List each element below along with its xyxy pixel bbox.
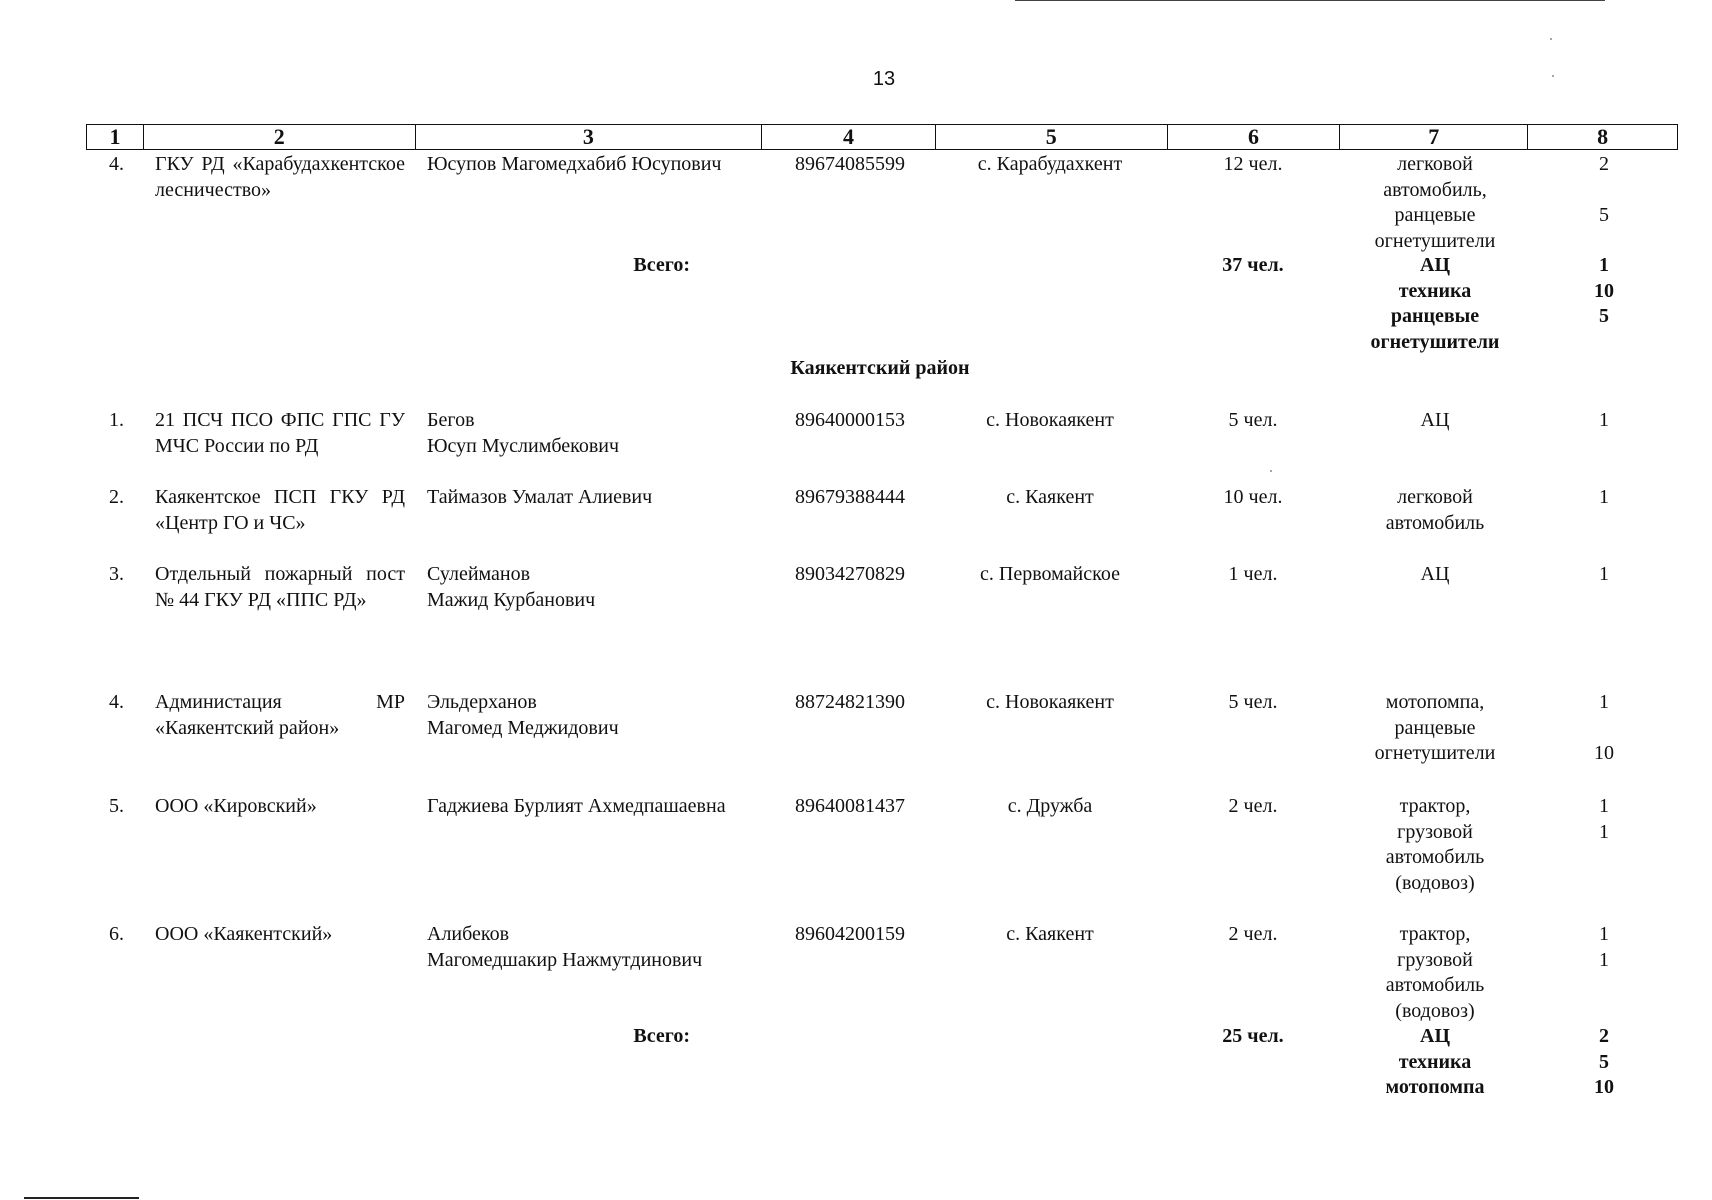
personnel-count: 5 чел.: [1228, 691, 1278, 713]
count-line: [1560, 716, 1648, 742]
equipment: [1340, 922, 1530, 1024]
responsible-person: [427, 922, 752, 973]
row-number: 5.: [109, 795, 124, 817]
total-count: 5: [1599, 1050, 1609, 1073]
equipment-line: АЦ: [1420, 409, 1450, 431]
location: с. Новокаякент: [986, 409, 1114, 431]
equipment-count: [1560, 922, 1648, 973]
count-line: [1560, 178, 1648, 204]
equipment-line: ранцевые: [1394, 204, 1476, 226]
equipment-line: мотопомпа,: [1385, 691, 1485, 713]
location: с. Дружба: [1007, 795, 1093, 817]
person-line: Алибеков: [427, 923, 510, 945]
total-counts: [1560, 1024, 1648, 1101]
organization: ГКУ РД «Карабудахкентское лесничество»: [155, 153, 405, 201]
row-number: 4.: [109, 691, 124, 713]
equipment-line: ранцевые: [1394, 716, 1476, 739]
person-line: Магомедшакир Нажмутдинович: [427, 948, 703, 971]
personnel-count: 1 чел.: [1228, 563, 1278, 585]
personnel-count: 5 чел.: [1228, 409, 1278, 431]
count-line: 1: [1599, 948, 1609, 971]
equipment-line: автомобиль: [1385, 511, 1485, 534]
person-line: Сулейманов: [427, 563, 531, 585]
organization: Каякентское ПСП ГКУ РД «Центр ГО и ЧС»: [155, 486, 405, 534]
total-counts: [1560, 253, 1648, 330]
total-item: техника: [1398, 1050, 1472, 1073]
phone-number: 89034270829: [795, 563, 905, 585]
equipment: [1340, 562, 1530, 588]
equipment-line: автомобиль: [1385, 974, 1485, 996]
equipment-line: автомобиль: [1385, 846, 1485, 868]
column-header: 7: [1340, 125, 1528, 149]
row-number: 6.: [109, 923, 124, 945]
equipment-count: [1560, 690, 1648, 767]
responsible-person: Юсупов Магомедхабиб Юсупович: [427, 153, 722, 175]
person-line: Гаджиева Бурлият Ахмедпашаевна: [427, 795, 726, 817]
row-number: 1.: [109, 409, 124, 431]
location: с. Новокаякент: [986, 691, 1114, 713]
count-line: 1: [1599, 486, 1609, 508]
organization: Администация МР «Каякентский район»: [155, 691, 405, 739]
total-item: огнетушители: [1370, 330, 1500, 353]
total-item: АЦ: [1420, 254, 1450, 276]
personnel-count: 10 чел.: [1223, 486, 1283, 508]
equipment-line: грузовой: [1397, 820, 1473, 843]
person-line: Мажид Курбанович: [427, 588, 596, 611]
equipment-line: трактор,: [1399, 795, 1471, 817]
equipment-line: трактор,: [1399, 923, 1471, 945]
personnel-count: 2 чел.: [1228, 795, 1278, 817]
total-item: ранцевые: [1390, 305, 1480, 327]
equipment-count: [1560, 794, 1648, 845]
total-equipment: [1340, 1024, 1530, 1101]
total-item: АЦ: [1420, 1025, 1450, 1047]
column-header: 2: [144, 125, 416, 149]
equipment: [1340, 152, 1530, 254]
total-personnel: 37 чел.: [1222, 254, 1284, 276]
organization: ООО «Каякентский»: [155, 923, 333, 945]
responsible-person: [427, 485, 752, 511]
person-line: Юсуп Муслимбекович: [427, 434, 620, 457]
count-line: 1: [1599, 563, 1609, 585]
equipment-line: огнетушители: [1374, 229, 1496, 252]
equipment: [1340, 408, 1530, 434]
scan-speck: [1270, 470, 1272, 472]
equipment-line: грузовой: [1397, 948, 1473, 971]
organization: Отдельный пожарный пост № 44 ГКУ РД «ППС РД»: [155, 563, 405, 611]
scan-speck: [1550, 38, 1552, 40]
equipment-line: (водовоз): [1395, 999, 1475, 1022]
equipment: [1340, 485, 1530, 536]
row-number: 4.: [109, 153, 124, 175]
responsible-person: [427, 794, 752, 820]
row-number: 2.: [109, 486, 124, 508]
equipment-count: [1560, 485, 1648, 511]
personnel-count: 12 чел.: [1223, 153, 1283, 175]
phone-number: 89604200159: [795, 923, 905, 945]
personnel-count: 2 чел.: [1228, 923, 1278, 945]
equipment-count: [1560, 152, 1648, 229]
total-item: мотопомпа: [1385, 1076, 1485, 1098]
bottom-scan-rule: [24, 1197, 139, 1199]
phone-number: 88724821390: [795, 691, 905, 713]
total-item: техника: [1398, 279, 1472, 302]
total-count: 10: [1594, 1076, 1614, 1098]
column-header: 4: [762, 125, 936, 149]
location: с. Первомайское: [980, 563, 1120, 585]
count-line: 1: [1599, 820, 1609, 843]
total-label: Всего:: [633, 1025, 690, 1047]
district-heading: Каякентский район: [790, 357, 970, 379]
count-line: 2: [1599, 153, 1609, 175]
phone-number: 89640000153: [795, 409, 905, 431]
equipment-line: АЦ: [1420, 563, 1450, 585]
column-header: 8: [1597, 124, 1609, 149]
equipment: [1340, 794, 1530, 896]
person-line: Магомед Меджидович: [427, 716, 619, 739]
count-line: 10: [1594, 742, 1614, 764]
location: с. Карабудахкент: [977, 153, 1123, 175]
phone-number: 89679388444: [795, 486, 905, 508]
person-line: Таймазов Умалат Алиевич: [427, 486, 653, 508]
total-count: 1: [1599, 254, 1609, 276]
equipment: [1340, 690, 1530, 767]
organization: 21 ПСЧ ПСО ФПС ГПС ГУ МЧС России по РД: [155, 409, 405, 457]
column-header: 5: [936, 125, 1168, 149]
column-header: 3: [416, 125, 763, 149]
count-line: 5: [1599, 204, 1609, 226]
total-count: 5: [1599, 305, 1609, 327]
organization: ООО «Кировский»: [155, 795, 317, 817]
equipment-line: легковой: [1397, 153, 1473, 175]
total-count: 10: [1594, 279, 1614, 302]
equipment-line: легковой: [1397, 486, 1473, 508]
phone-number: 89640081437: [795, 795, 905, 817]
total-label: Всего:: [633, 254, 690, 276]
count-line: 1: [1599, 795, 1609, 817]
responsible-person: [427, 562, 752, 613]
equipment-count: [1560, 562, 1648, 588]
responsible-person: [427, 408, 752, 459]
page-number: 13: [872, 68, 896, 90]
top-scan-rule: [1015, 0, 1605, 1]
equipment-line: (водовоз): [1395, 871, 1475, 894]
count-line: 1: [1599, 691, 1609, 713]
equipment-count: [1560, 408, 1648, 434]
column-header: 6: [1168, 125, 1341, 149]
total-count: 2: [1599, 1025, 1609, 1047]
equipment-line: автомобиль,: [1383, 178, 1487, 201]
row-number: 3.: [109, 563, 124, 585]
count-line: 1: [1599, 409, 1609, 431]
total-personnel: 25 чел.: [1222, 1025, 1284, 1047]
responsible-person: [427, 690, 752, 741]
location: с. Каякент: [1006, 923, 1094, 945]
person-line: Бегов: [427, 409, 475, 431]
location: с. Каякент: [1006, 486, 1094, 508]
count-line: 1: [1599, 923, 1609, 945]
column-header: 1: [87, 125, 144, 149]
equipment-line: огнетушители: [1374, 742, 1496, 764]
person-line: Эльдерханов: [427, 691, 537, 713]
phone-number: 89674085599: [795, 153, 905, 175]
column-header-row: [86, 124, 1678, 150]
total-equipment: [1340, 253, 1530, 355]
